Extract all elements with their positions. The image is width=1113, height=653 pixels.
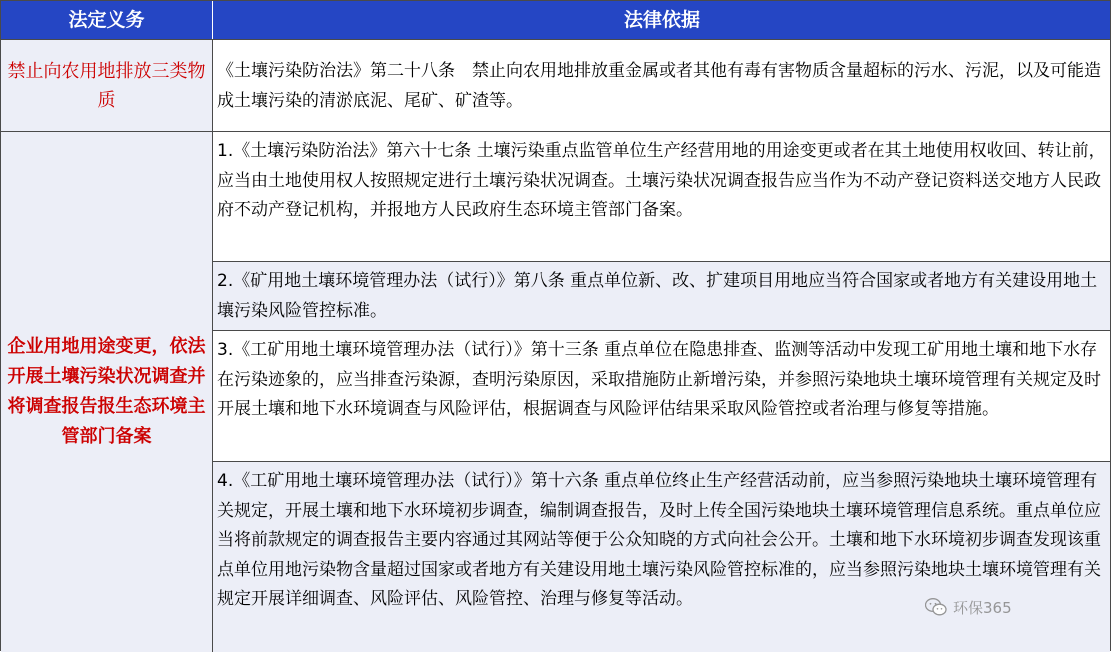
obligation-text: 企业用地用途变更，依法开展土壤污染状况调查并将调查报告报生态环境主管部门备案: [7, 336, 206, 447]
obligation-cell: [1, 40, 212, 131]
watermark: [925, 592, 1012, 622]
obligation-cell: [1, 131, 212, 652]
legal-basis-item: 3.《工矿用地土壤环境管理办法（试行）》第十三条 重点单位在隐患排查、监测等活动中发现工矿用地土壤和地下水存在污染迹象的，应当排查污染源，查明污染原因，采取措施防止新增污染，并参照污染地块土壤环境管理有关规定及时开展土壤和地下水环境调查与风险评估，根据调查与风险评估结果采取风险管控或者治理与修复等措施。: [212, 330, 1110, 461]
header-obligation: 法定义务: [68, 9, 145, 31]
wechat-icon: [925, 598, 947, 616]
table-row: [1, 39, 1110, 131]
watermark-text: 环保365: [953, 598, 1012, 617]
legal-basis-item: 4.《工矿用地土壤环境管理办法（试行）》第十六条 重点单位终止生产经营活动前，应当参照污染地块土壤环境管理有关规定，开展土壤和地下水环境初步调查，编制调查报告，及时上传全国污染地块土壤环境管理信息系统。重点单位应当将前款规定的调查报告主要内容通过其网站等便于公众知晓的方式向社会公开。土壤和地下水环境初步调查发现该重点单位用地污染物含量超过国家或者地方有关建设用地土壤污染风险管控标准的，应当参照污染地块土壤环境管理有关规定开展详细调查、风险评估、风险管控、治理与修复等活动。: [212, 461, 1110, 652]
legal-basis-item: 2.《矿用地土壤环境管理办法（试行）》第八条 重点单位新、改、扩建项目用地应当符合国家或者地方有关建设用地土壤污染风险管控标准。: [212, 261, 1110, 330]
obligation-text: 禁止向农用地排放三类物质: [7, 60, 206, 111]
legal-basis-cell: 《土壤污染防治法》第二十八条 禁止向农用地排放重金属或者其他有毒有害物质含量超标的污水、污泥，以及可能造成土壤污染的清淤底泥、尾矿、矿渣等。: [212, 40, 1110, 131]
legal-basis-item: 1.《土壤污染防治法》第六十七条 土壤污染重点监管单位生产经营用地的用途变更或者在其土地使用权收回、转让前，应当由土地使用权人按照规定进行土壤污染状况调查。土壤污染状况调查报告应当作为不动产登记资料送交地方人民政府不动产登记机构，并报地方人民政府生态环境主管部门备案。: [212, 131, 1110, 261]
table-header: [1, 1, 1110, 39]
header-legal-basis: 法律依据: [212, 1, 1111, 39]
